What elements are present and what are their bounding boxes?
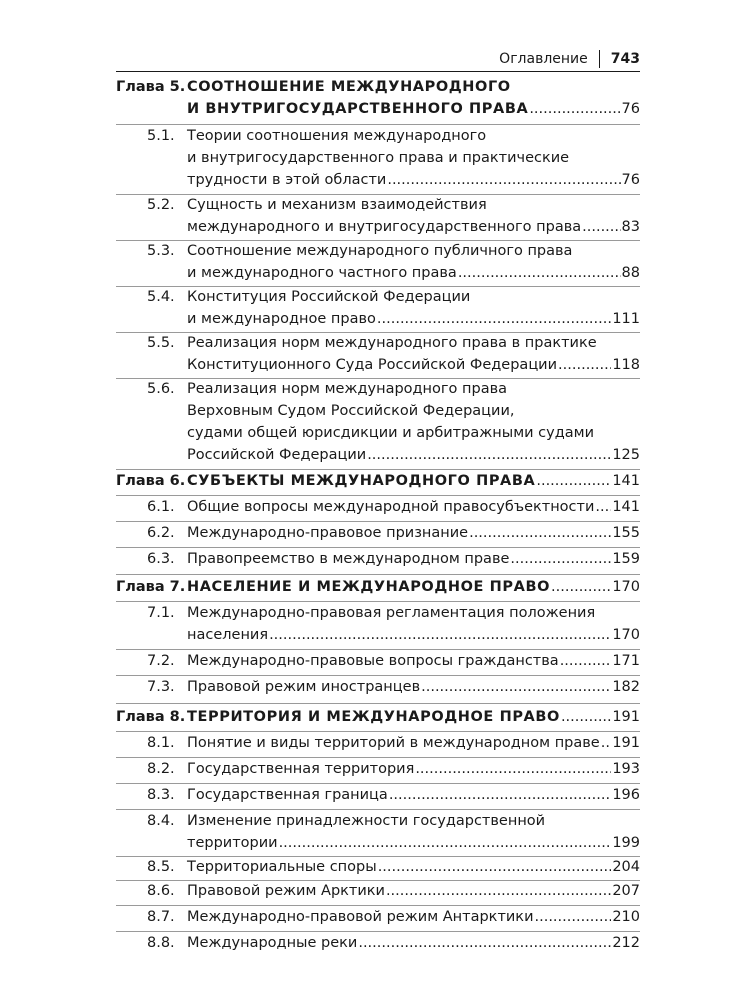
toc-page-number: 141 (612, 499, 640, 515)
toc-entry-line: Территориальные споры ..... 204 (187, 856, 640, 878)
dot-leader (389, 784, 612, 806)
toc-entry-line: Правовой режим иностранцев ..... 182 (187, 676, 640, 698)
toc-entry-number: 8.3. (147, 787, 175, 803)
toc-entry-number: 7.2. (147, 653, 175, 669)
toc-page-number: 193 (612, 761, 640, 777)
toc-divider (116, 378, 640, 379)
toc-divider (116, 731, 640, 732)
toc-entry-title (187, 650, 640, 672)
toc-entry-line: Сущность и механизм взаимодействия (187, 197, 487, 213)
toc-page-number: 111 (612, 311, 640, 327)
toc-entry-line: Конституция Российской Федерации (187, 289, 471, 305)
toc-entry-line: Реализация норм международного права (187, 381, 508, 397)
toc-entry-line: Изменение принадлежности государственной (187, 813, 546, 829)
toc-page-number: 76 (621, 172, 640, 188)
toc-entry-number: 5.2. (147, 197, 175, 213)
toc-page-number: 83 (621, 219, 640, 235)
dot-leader (387, 169, 620, 191)
dot-leader (560, 650, 612, 672)
dot-leader (458, 262, 621, 284)
toc-divider (116, 124, 640, 125)
toc-entry-line: территории ..... 199 (187, 832, 640, 854)
dot-leader (377, 308, 611, 330)
toc-page-number: 196 (612, 787, 640, 803)
toc-page-number: 125 (612, 447, 640, 463)
toc-entry-title (187, 602, 640, 646)
toc-entry-title (187, 676, 640, 698)
toc-page-number: 170 (612, 627, 640, 643)
toc-entry-number: 8.4. (147, 813, 175, 829)
running-header-title: Оглавление (499, 51, 588, 67)
toc-entry-title (187, 496, 640, 518)
toc-page-number: 141 (612, 473, 640, 489)
toc-divider (116, 574, 640, 575)
dot-leader (386, 880, 611, 902)
toc-entry-number: 8.7. (147, 909, 175, 925)
toc-entry-title (187, 906, 640, 928)
toc-divider (116, 675, 640, 676)
dot-leader (558, 354, 611, 376)
toc-page-number: 171 (612, 653, 640, 669)
toc-entry-line: международного и внутригосударственного права ..... 83 (187, 216, 640, 238)
toc-entry-number: Глава 8. (116, 709, 186, 725)
toc-entry-title (187, 758, 640, 780)
toc-divider (116, 931, 640, 932)
toc-entry-line: СУБЪЕКТЫ МЕЖДУНАРОДНОГО ПРАВА ..... 141 (187, 470, 640, 492)
toc-page-number: 199 (612, 835, 640, 851)
toc-entry-title (187, 548, 640, 570)
toc-entry-line: трудности в этой области ..... 76 (187, 169, 640, 191)
toc-entry-line: Международно-правовое признание ..... 155 (187, 522, 640, 544)
toc-entry-line: Правовой режим Арктики ..... 207 (187, 880, 640, 902)
dot-leader (469, 522, 611, 544)
toc-entry-title (187, 932, 640, 954)
toc-entry-title (187, 194, 640, 238)
toc-divider (116, 809, 640, 810)
toc-entry-number: 5.6. (147, 381, 175, 397)
toc-entry-title (187, 732, 640, 754)
toc-entry-line: Соотношение международного публичного права (187, 243, 573, 259)
toc-entry-line: Конституционного Суда Российской Федерации ..... 118 (187, 354, 640, 376)
toc-entry-title (187, 522, 640, 544)
toc-entry-number: 5.4. (147, 289, 175, 305)
toc-page-number: 159 (612, 551, 640, 567)
toc-divider (116, 783, 640, 784)
toc-entry-line: Государственная территория ..... 193 (187, 758, 640, 780)
toc-page-number: 182 (612, 679, 640, 695)
toc-page-number: 88 (621, 265, 640, 281)
dot-leader (601, 732, 612, 754)
toc-entry-line: Теории соотношения международного (187, 128, 487, 144)
toc-page-number: 170 (612, 579, 640, 595)
toc-entry-line: и международного частного права ..... 88 (187, 262, 640, 284)
toc-entry-title (187, 880, 640, 902)
dot-leader (551, 576, 611, 598)
toc-page-number: 210 (612, 909, 640, 925)
toc-page-number: 204 (612, 859, 640, 875)
toc-entry-line: Международные реки ..... 212 (187, 932, 640, 954)
toc-entry-line: Российской Федерации ..... 125 (187, 444, 640, 466)
dot-leader (378, 856, 612, 878)
dot-leader (510, 548, 611, 570)
toc-entry-title (187, 378, 640, 466)
toc-entry-title (187, 76, 640, 120)
toc-entry-line: И ВНУТРИГОСУДАРСТВЕННОГО ПРАВА ..... 76 (187, 98, 640, 120)
toc-page-number: 191 (612, 735, 640, 751)
toc-divider (116, 521, 640, 522)
toc-entry-line: Государственная граница ..... 196 (187, 784, 640, 806)
toc-entry-number: 8.8. (147, 935, 175, 951)
toc-divider (116, 495, 640, 496)
dot-leader (535, 906, 612, 928)
dot-leader (367, 444, 611, 466)
toc-entry-number: 5.3. (147, 243, 175, 259)
toc-entry-line: СООТНОШЕНИЕ МЕЖДУНАРОДНОГО (187, 79, 511, 95)
toc-entry-number: 6.1. (147, 499, 175, 515)
toc-entry-number: 8.2. (147, 761, 175, 777)
toc-page-number: 118 (612, 357, 640, 373)
toc-entry-line: Международно-правовой режим Антарктики ..... 210 (187, 906, 640, 928)
toc-entry-line: судами общей юрисдикции и арбитражными судами (187, 425, 595, 441)
toc-entry-line: и внутригосударственного права и практические (187, 150, 570, 166)
toc-entry-title (187, 706, 640, 728)
page-number: 743 (610, 51, 640, 67)
toc-entry-line: Верховным Судом Российской Федерации, (187, 403, 515, 419)
toc-entry-number: 8.6. (147, 883, 175, 899)
toc-divider (116, 880, 640, 881)
toc-entry-number: 5.1. (147, 128, 175, 144)
toc-entry-line: Международно-правовые вопросы гражданства ..... 171 (187, 650, 640, 672)
toc-entry-number: 6.3. (147, 551, 175, 567)
toc-entry-title (187, 470, 640, 492)
toc-entry-line: ТЕРРИТОРИЯ И МЕЖДУНАРОДНОЕ ПРАВО ..... 191 (187, 706, 640, 728)
toc-entry-number: 5.5. (147, 335, 175, 351)
toc-page-number: 207 (612, 883, 640, 899)
toc-entry-title (187, 125, 640, 191)
toc-divider (116, 194, 640, 195)
toc-divider (116, 757, 640, 758)
toc-entry-title (187, 240, 640, 284)
dot-leader (582, 216, 620, 238)
toc-divider (116, 240, 640, 241)
toc-entry-title (187, 810, 640, 854)
toc-divider (116, 332, 640, 333)
toc-entry-title (187, 576, 640, 598)
dot-leader (536, 470, 611, 492)
dot-leader (595, 496, 611, 518)
toc-divider (116, 856, 640, 857)
dot-leader (279, 832, 612, 854)
toc-entry-number: 7.1. (147, 605, 175, 621)
dot-leader (415, 758, 611, 780)
dot-leader (561, 706, 611, 728)
toc-entry-title (187, 784, 640, 806)
toc-divider (116, 286, 640, 287)
toc-entry-line: и международное право ..... 111 (187, 308, 640, 330)
dot-leader (269, 624, 611, 646)
toc-entry-number: Глава 7. (116, 579, 186, 595)
toc-divider (116, 649, 640, 650)
toc-page-number: 76 (621, 101, 640, 117)
dot-leader (358, 932, 611, 954)
dot-leader (529, 98, 620, 120)
toc-divider (116, 469, 640, 470)
toc-divider (116, 905, 640, 906)
toc-entry-line: Правопреемство в международном праве ..... 159 (187, 548, 640, 570)
toc-entry-line: населения ..... 170 (187, 624, 640, 646)
toc-entry-number: 6.2. (147, 525, 175, 541)
toc-entry-line: Международно-правовая регламентация положения (187, 605, 596, 621)
toc-page-number: 155 (612, 525, 640, 541)
toc-divider (116, 601, 640, 602)
toc-entry-title (187, 856, 640, 878)
toc-entry-number: 7.3. (147, 679, 175, 695)
toc-page-number: 212 (612, 935, 640, 951)
dot-leader (421, 676, 611, 698)
toc-entry-number: 8.5. (147, 859, 175, 875)
toc-divider (116, 703, 640, 704)
toc-entry-title (187, 332, 640, 376)
toc-entry-line: Реализация норм международного права в практике (187, 335, 597, 351)
toc-divider (116, 547, 640, 548)
toc-entry-line: Понятие и виды территорий в международном праве ..... 191 (187, 732, 640, 754)
toc-entry-number: 8.1. (147, 735, 175, 751)
toc-page-number: 191 (612, 709, 640, 725)
toc-entry-line: Общие вопросы международной правосубъектности ..... 141 (187, 496, 640, 518)
toc-entry-number: Глава 6. (116, 473, 186, 489)
toc-entry-line: НАСЕЛЕНИЕ И МЕЖДУНАРОДНОЕ ПРАВО ..... 170 (187, 576, 640, 598)
toc-entry-number: Глава 5. (116, 79, 186, 95)
toc-entry-title (187, 286, 640, 330)
